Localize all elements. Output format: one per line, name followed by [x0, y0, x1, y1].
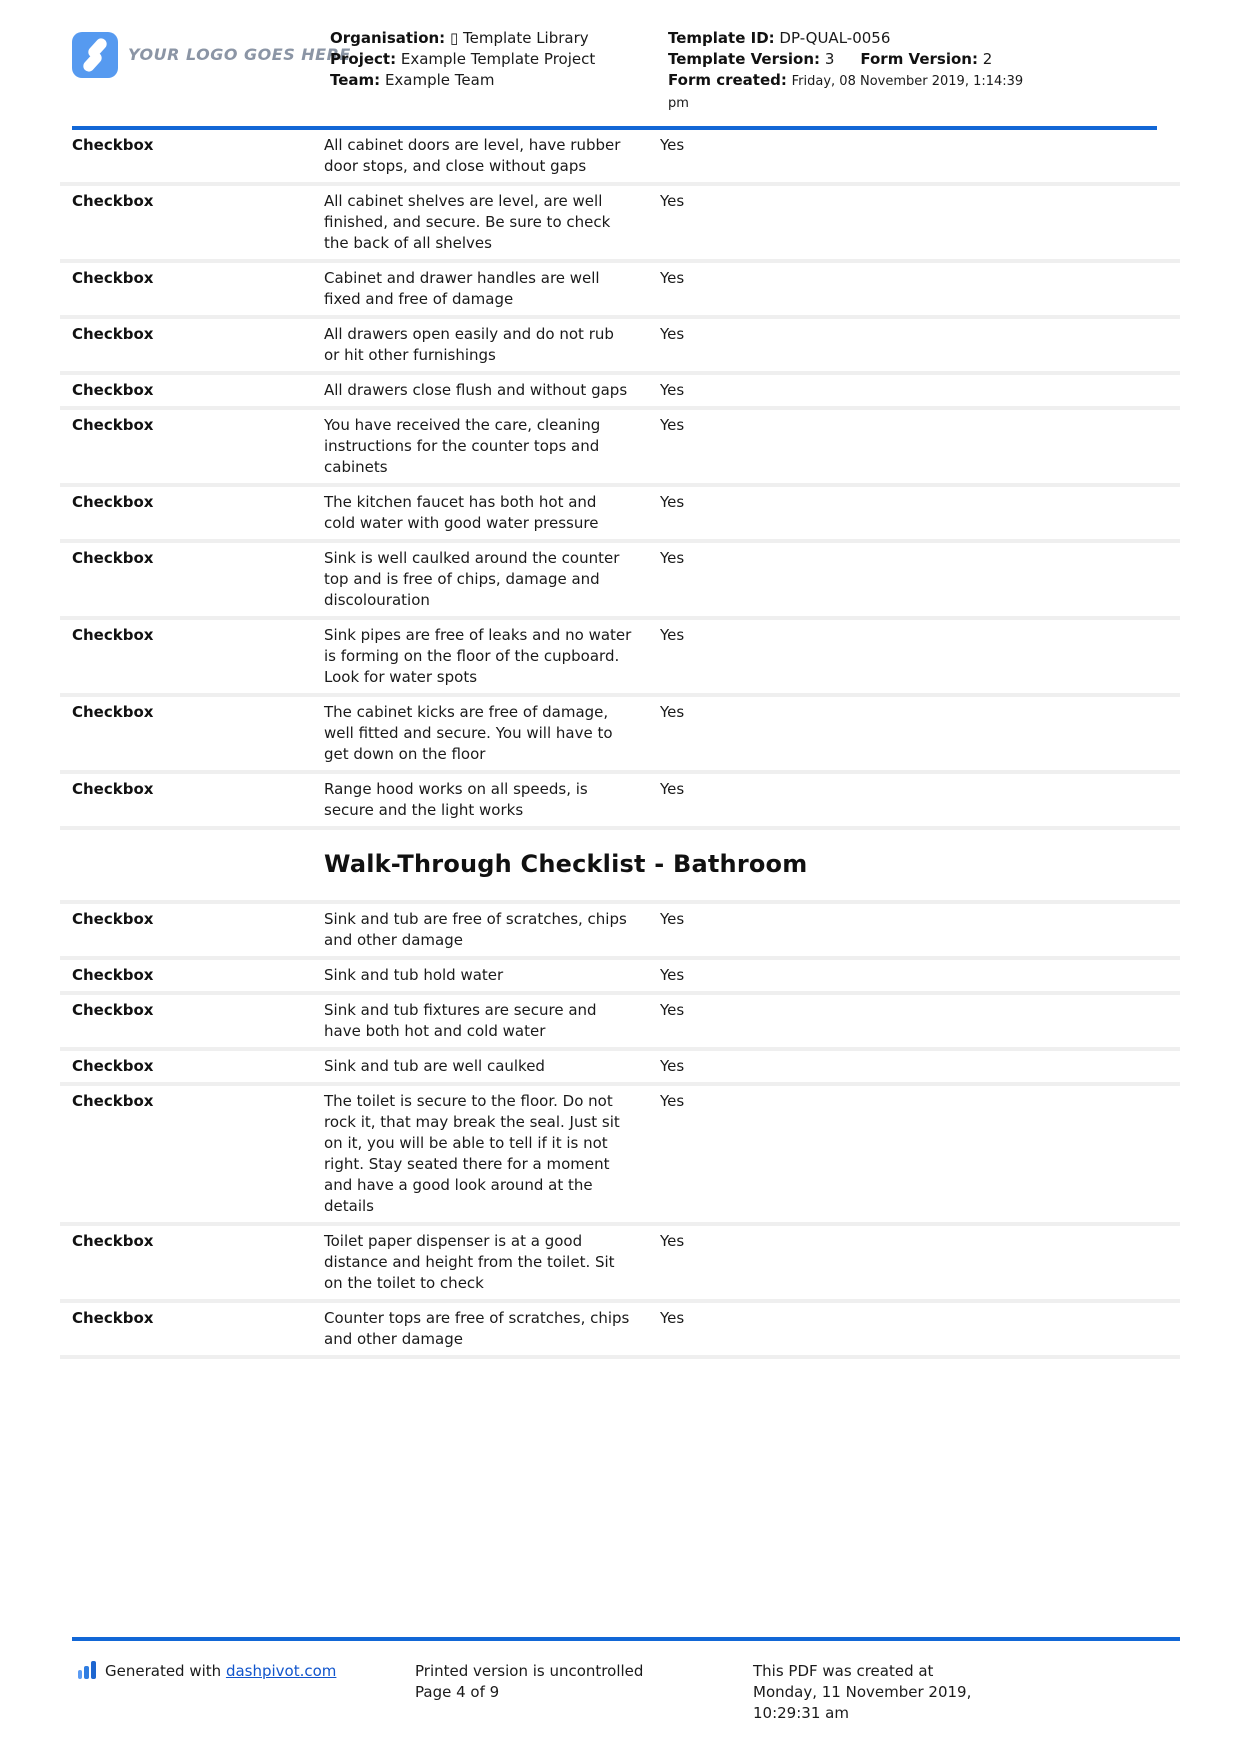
- field-type-label: Checkbox: [72, 381, 154, 399]
- checklist-row: [60, 1051, 1180, 1086]
- field-answer-value: Yes: [660, 1309, 685, 1327]
- team-label: Team:: [330, 71, 381, 89]
- field-answer-value: Yes: [660, 780, 685, 798]
- page-number-text: Page 4 of 9: [415, 1683, 500, 1701]
- field-description: The toilet is secure to the floor. Do not rock it, that may break the seal. Just sit on it, you will be able to tell if it is not right. Stay seated there for a moment and have a good look around at the details: [324, 1092, 620, 1215]
- template-id-line: [668, 28, 1048, 49]
- versions-line: [668, 49, 1048, 70]
- organisation-value: ▯ Template Library: [449, 29, 589, 47]
- checklist-row: [60, 1303, 1180, 1359]
- field-description: All drawers close flush and without gaps: [324, 381, 628, 399]
- field-answer-value: Yes: [660, 1232, 685, 1250]
- field-answer-value: Yes: [660, 626, 685, 644]
- generated-with-prefix: Generated with: [105, 1662, 226, 1680]
- field-description: The kitchen faucet has both hot and cold water with good water pressure: [324, 493, 599, 532]
- checklist-row: [60, 319, 1180, 375]
- template-version-label: Template Version:: [668, 50, 821, 68]
- bar-chart-icon: [78, 1661, 96, 1679]
- project-line: [330, 49, 668, 70]
- field-description: All drawers open easily and do not rub or hit other furnishings: [324, 325, 614, 364]
- field-type-label: Checkbox: [72, 325, 154, 343]
- checklist-row: [60, 995, 1180, 1051]
- field-type-label: Checkbox: [72, 910, 154, 928]
- checklist-content: [60, 130, 1180, 1359]
- page-header: [0, 0, 1239, 114]
- logo-placeholder-text: YOUR LOGO GOES HERE: [128, 45, 351, 64]
- dashpivot-link[interactable]: dashpivot.com: [225, 1662, 337, 1680]
- field-type-label: Checkbox: [72, 493, 154, 511]
- footer-generated-by: [78, 1661, 415, 1724]
- field-description: Sink is well caulked around the counter top and is free of chips, damage and discolouration: [324, 549, 620, 609]
- kitchen-checklist-section: [60, 130, 1180, 830]
- field-type-label: Checkbox: [72, 780, 154, 798]
- template-id-value: DP-QUAL-0056: [779, 29, 891, 47]
- form-version-value: 2: [982, 50, 993, 68]
- field-type-label: Checkbox: [72, 269, 154, 287]
- field-description: All cabinet doors are level, have rubber door stops, and close without gaps: [324, 136, 621, 175]
- field-type-label: Checkbox: [72, 416, 154, 434]
- checklist-row: [60, 697, 1180, 774]
- organisation-line: [330, 28, 668, 49]
- field-type-label: Checkbox: [72, 1092, 154, 1110]
- field-type-label: Checkbox: [72, 1057, 154, 1075]
- field-type-label: Checkbox: [72, 136, 154, 154]
- template-version-value: 3: [824, 50, 835, 68]
- field-type-label: Checkbox: [72, 1001, 154, 1019]
- field-description: Range hood works on all speeds, is secure and the light works: [324, 780, 588, 819]
- field-answer-value: Yes: [660, 1001, 685, 1019]
- field-type-label: Checkbox: [72, 549, 154, 567]
- team-value: Example Team: [384, 71, 495, 89]
- form-created-label: Form created:: [668, 71, 787, 89]
- field-answer-value: Yes: [660, 136, 685, 154]
- checklist-row: [60, 904, 1180, 960]
- form-version-label: Form Version:: [860, 50, 978, 68]
- field-type-label: Checkbox: [72, 966, 154, 984]
- checklist-row: [60, 1086, 1180, 1226]
- header-meta-right: [668, 28, 1048, 114]
- field-description: Cabinet and drawer handles are well fixed and free of damage: [324, 269, 600, 308]
- checklist-row: [60, 774, 1180, 830]
- field-answer-value: Yes: [660, 325, 685, 343]
- field-answer-value: Yes: [660, 549, 685, 567]
- section-heading-block: [60, 830, 1180, 904]
- logo-area: [72, 28, 351, 114]
- header-meta-left: [330, 28, 668, 114]
- checklist-row: [60, 130, 1180, 186]
- field-type-label: Checkbox: [72, 1232, 154, 1250]
- project-value: Example Template Project: [400, 50, 596, 68]
- field-description: Sink and tub are well caulked: [324, 1057, 545, 1075]
- checklist-row: [60, 620, 1180, 697]
- field-answer-value: Yes: [660, 703, 685, 721]
- checklist-row: [60, 186, 1180, 263]
- checklist-row: [60, 410, 1180, 487]
- field-type-label: Checkbox: [72, 192, 154, 210]
- field-description: All cabinet shelves are level, are well finished, and secure. Be sure to check the back of all shelves: [324, 192, 611, 252]
- field-answer-value: Yes: [660, 416, 685, 434]
- field-description: You have received the care, cleaning instructions for the counter tops and cabinets: [324, 416, 601, 476]
- checklist-row: [60, 263, 1180, 319]
- field-type-label: Checkbox: [72, 703, 154, 721]
- generated-with-text: [105, 1661, 336, 1682]
- field-answer-value: Yes: [660, 381, 685, 399]
- field-answer-value: Yes: [660, 910, 685, 928]
- field-answer-value: Yes: [660, 192, 685, 210]
- field-description: Toilet paper dispenser is at a good distance and height from the toilet. Sit on the toilet to check: [324, 1232, 615, 1292]
- footer-print-info: [415, 1661, 753, 1724]
- bathroom-checklist-section: [60, 904, 1180, 1359]
- field-answer-value: Yes: [660, 269, 685, 287]
- field-description: Sink and tub hold water: [324, 966, 504, 984]
- page-footer: [0, 1637, 1239, 1754]
- checklist-row: [60, 487, 1180, 543]
- team-line: [330, 70, 668, 91]
- field-type-label: Checkbox: [72, 626, 154, 644]
- company-logo-icon: [72, 32, 118, 78]
- form-created-line: [668, 70, 1048, 114]
- checklist-row: [60, 375, 1180, 410]
- pdf-created-text: This PDF was created at Monday, 11 November 2019, 10:29:31 am: [753, 1662, 972, 1722]
- footer-created-info: [753, 1661, 993, 1724]
- section-heading: Walk-Through Checklist - Bathroom: [324, 850, 808, 878]
- field-answer-value: Yes: [660, 493, 685, 511]
- field-answer-value: Yes: [660, 966, 685, 984]
- printed-version-text: Printed version is uncontrolled: [415, 1662, 644, 1680]
- organisation-label: Organisation:: [330, 29, 446, 47]
- field-description: Sink and tub fixtures are secure and have both hot and cold water: [324, 1001, 597, 1040]
- checklist-row: [60, 960, 1180, 995]
- field-description: Counter tops are free of scratches, chips and other damage: [324, 1309, 630, 1348]
- field-type-label: Checkbox: [72, 1309, 154, 1327]
- checklist-row: [60, 1226, 1180, 1303]
- field-description: Sink and tub are free of scratches, chips and other damage: [324, 910, 627, 949]
- field-description: The cabinet kicks are free of damage, well fitted and secure. You will have to get down on the floor: [324, 703, 613, 763]
- template-id-label: Template ID:: [668, 29, 775, 47]
- field-answer-value: Yes: [660, 1057, 685, 1075]
- project-label: Project:: [330, 50, 397, 68]
- footer-columns: [0, 1641, 1239, 1754]
- form-created-value: Friday, 08 November 2019, 1:14:39 pm: [668, 74, 1024, 111]
- field-description: Sink pipes are free of leaks and no water is forming on the floor of the cupboard. Look for water spots: [324, 626, 632, 686]
- field-answer-value: Yes: [660, 1092, 685, 1110]
- checklist-row: [60, 543, 1180, 620]
